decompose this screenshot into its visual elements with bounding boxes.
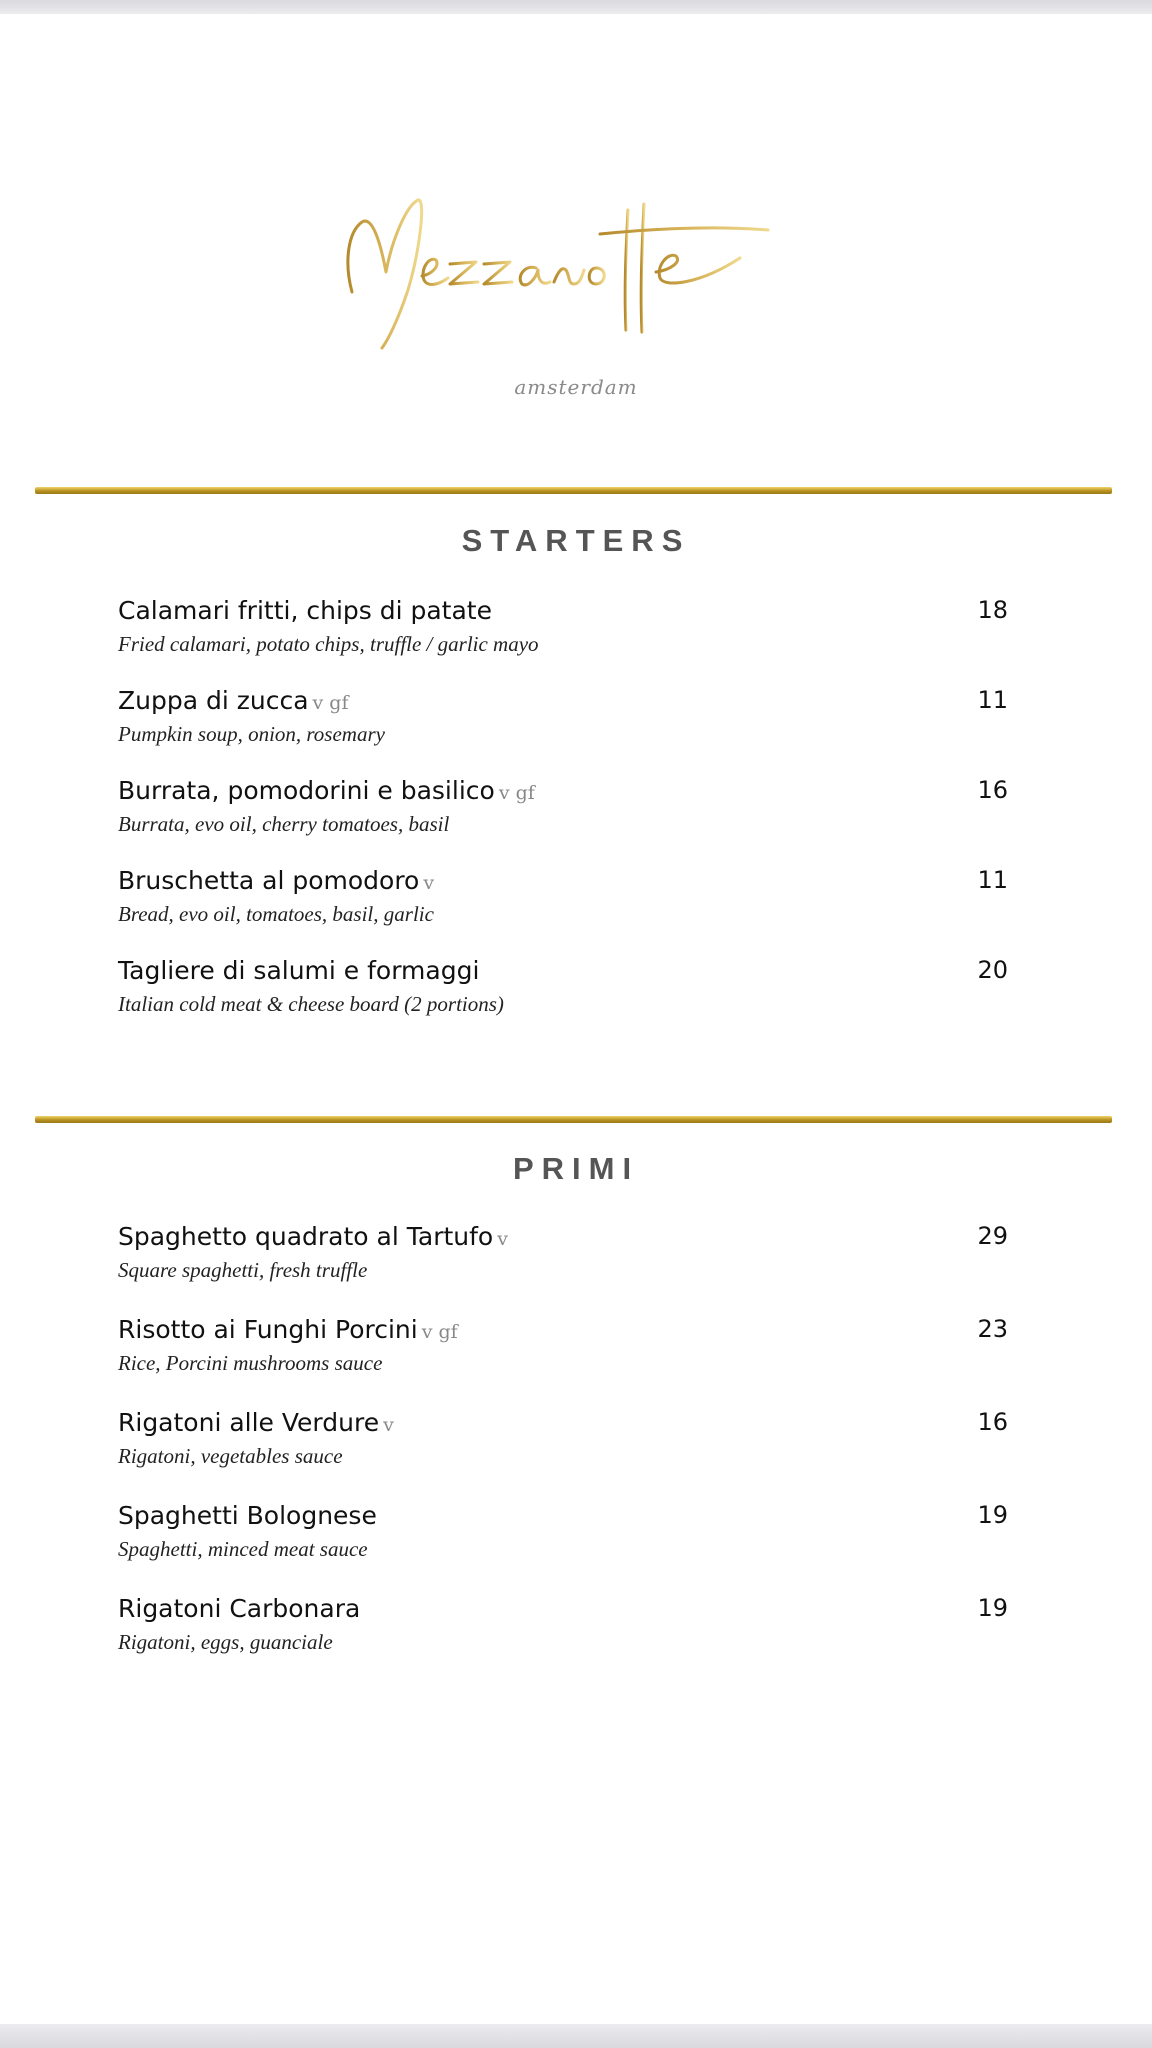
brand-city: amsterdam [514, 375, 638, 399]
item-name: Bruschetta al pomodoro [118, 866, 420, 895]
item-price: 16 [977, 776, 1008, 804]
item-description: Rigatoni, eggs, guanciale [118, 1630, 333, 1654]
item-tags: v gf [498, 782, 535, 804]
item-price: 18 [977, 596, 1008, 624]
section-divider [35, 1116, 1112, 1123]
item-price: 20 [977, 956, 1008, 984]
item-name-row [118, 1315, 458, 1344]
menu-item [118, 776, 1008, 852]
item-name-row [118, 1222, 508, 1251]
item-name: Risotto ai Funghi Porcini [118, 1315, 418, 1344]
item-name-row [118, 596, 496, 625]
item-description: Bread, evo oil, tomatoes, basil, garlic [118, 902, 434, 926]
item-name: Spaghetti Bolognese [118, 1501, 377, 1530]
section-title-primi: PRIMI [512, 1151, 640, 1186]
item-description: Square spaghetti, fresh truffle [118, 1258, 368, 1282]
item-name-row [118, 1594, 364, 1623]
item-price: 23 [977, 1315, 1008, 1343]
item-name: Burrata, pomodorini e basilico [118, 776, 495, 805]
item-description: Spaghetti, minced meat sauce [118, 1537, 368, 1561]
menu-item [118, 596, 1008, 672]
item-name-row [118, 686, 348, 715]
item-tags: v gf [312, 692, 349, 714]
menu-item [118, 686, 1008, 762]
item-name: Rigatoni alle Verdure [118, 1408, 380, 1437]
menu-item [118, 1222, 1008, 1298]
logo-script-graphic [300, 180, 820, 360]
menu-item [118, 1408, 1008, 1484]
bottom-bar [0, 2024, 1152, 2048]
item-name-row [118, 956, 483, 985]
item-description: Rigatoni, vegetables sauce [118, 1444, 343, 1468]
item-description: Italian cold meat & cheese board (2 portions) [118, 992, 504, 1016]
item-description: Pumpkin soup, onion, rosemary [118, 722, 385, 746]
item-name-row [118, 1501, 381, 1530]
item-price: 11 [977, 686, 1008, 714]
item-description: Fried calamari, potato chips, truffle / garlic mayo [118, 632, 539, 656]
item-tags: v [497, 1228, 508, 1250]
menu-item [118, 1501, 1008, 1577]
item-tags: v [423, 872, 435, 894]
item-name-row [118, 776, 535, 805]
item-name: Calamari fritti, chips di patate [118, 596, 492, 625]
top-bar [0, 0, 1152, 14]
item-name: Rigatoni Carbonara [118, 1594, 361, 1623]
menu-item [118, 956, 1008, 1032]
item-name-row [118, 1408, 394, 1437]
menu-item [118, 1594, 1008, 1670]
item-name-row [118, 866, 434, 895]
item-price: 19 [977, 1501, 1008, 1529]
section-divider [35, 487, 1112, 494]
menu-item [118, 866, 1008, 942]
section-title-starters: STARTERS [461, 523, 691, 558]
menu-item [118, 1315, 1008, 1391]
item-price: 29 [977, 1222, 1008, 1250]
item-description: Rice, Porcini mushrooms sauce [118, 1351, 383, 1375]
item-name: Spaghetto quadrato al Tartufo [118, 1222, 494, 1251]
item-name: Tagliere di salumi e formaggi [118, 956, 480, 985]
item-name: Zuppa di zucca [118, 686, 309, 715]
brand-logo [300, 180, 820, 360]
item-description: Burrata, evo oil, cherry tomatoes, basil [118, 812, 450, 836]
item-tags: v [383, 1414, 394, 1436]
item-price: 19 [977, 1594, 1008, 1622]
item-tags: v gf [421, 1321, 458, 1343]
item-price: 11 [977, 866, 1008, 894]
item-price: 16 [977, 1408, 1008, 1436]
